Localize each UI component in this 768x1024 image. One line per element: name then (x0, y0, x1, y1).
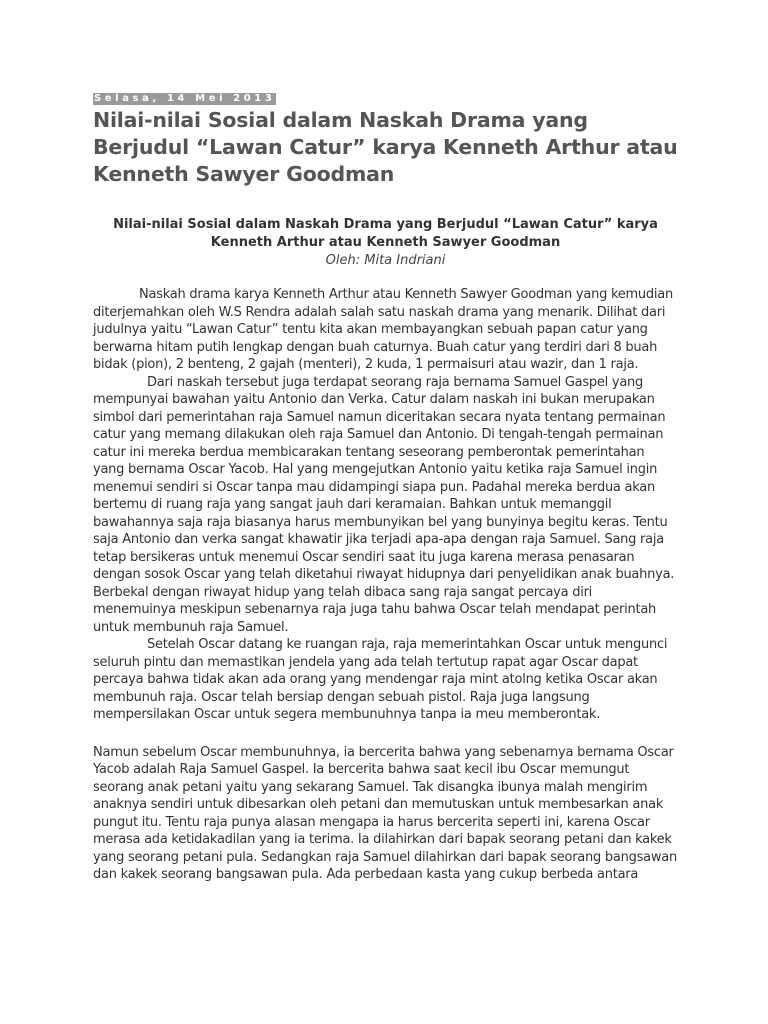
paragraph-gap (93, 724, 678, 744)
article-heading-line-2: Kenneth Arthur atau Kenneth Sawyer Goodman (210, 235, 561, 250)
article-body (93, 286, 678, 884)
paragraph-text: Namun sebelum Oscar membunuhnya, ia bercerita bahwa yang sebenarnya bernama Oscar Yacob adalah Raja Samuel Gaspel. Ia bercerita bahwa saat kecil ibu Oscar memungut seorang anak petani yaitu yang sekarang Samuel. Tak disangka ibunya malah mengirim anaknya sendiri untuk dibesarkan oleh petani dan memutuskan untuk membesarkan anak pungut itu. Tentu raja punya alasan mengapa ia harus bercerita seperti ini, karena Oscar merasa ada ketidakadilan yang ia terima. Ia dilahirkan dari bapak seorang petani dan kakek yang seorang petani pula. Sedangkan raja Samuel dilahirkan dari bapak seorang bangsawan dan kakek seorang bangsawan pula. Ada perbedaan kasta yang cukup berbeda antara (93, 744, 677, 882)
blog-post (93, 86, 678, 884)
paragraph (93, 374, 678, 637)
paragraph (93, 744, 678, 884)
paragraph-text: Dari naskah tersebut juga terdapat seorang raja bernama Samuel Gaspel yang mempunyai bawahan yaitu Antonio dan Verka. Catur dalam naskah ini bukan merupakan simbol dari pemerintahan raja Samuel namun diceritakan secara nyata tentang permainan catur yang memang dilakukan oleh raja Samuel dan Antonio. Di tengah-tengah permainan catur ini mereka berdua membicarakan tentang seseorang pemberontak pemerintahan yang bernama Oscar Yacob. Hal yang mengejutkan Antonio yaitu ketika raja Samuel ingin menemui sendiri si Oscar tanpa mau didampingi siapa pun. Padahal mereka berdua akan bertemu di ruang raja yang sangat jauh dari keramaian. Bahkan untuk memanggil bawahannya saja raja biasanya harus membunyikan bel yang bunyinya begitu keras. Tentu saja Antonio dan verka sangat khawatir jika terjadi apa-apa dengan raja Samuel. Sang raja tetap bersikeras untuk menemui Oscar sendiri saat itu juga karena merasa penasaran dengan sosok Oscar yang telah diketahui riwayat hidupnya dari penyelidikan anak buahnya. Berbekal dengan riwayat hidup yang telah dibaca sang raja sangat percaya diri menemuinya meskipun sebenarnya raja juga tahu bahwa Oscar telah mendapat perintah untuk membunuh raja Samuel. (93, 374, 675, 635)
post-date: Selasa, 14 Mei 2013 (94, 93, 276, 104)
paragraph (93, 286, 678, 374)
paragraph (93, 636, 678, 724)
post-title[interactable]: Nilai-nilai Sosial dalam Naskah Drama yang Berjudul “Lawan Catur” karya Kenneth Arthur atau Kenneth Sawyer Goodman (93, 108, 678, 186)
paragraph-text: Setelah Oscar datang ke ruangan raja, raja memerintahkan Oscar untuk mengunci seluruh pintu dan memastikan jendela yang ada telah tertutup rapat agar Oscar dapat percaya bahwa tidak akan ada orang yang mendengar raja mint atolng ketika Oscar akan membunuh raja. Oscar telah bersiap dengan sebuah pistol. Raja juga langsung mempersilakan Oscar untuk segera membunuhnya tanpa ia meu memberontak. (93, 637, 668, 722)
article-heading-line-1: Nilai-nilai Sosial dalam Naskah Drama yang Berjudul “Lawan Catur” karya (113, 217, 658, 232)
paragraph-text: Naskah drama karya Kenneth Arthur atau Kenneth Sawyer Goodman yang kemudian diterjemahkan oleh W.S Rendra adalah salah satu naskah drama yang menarik. Dilihat dari judulnya yaitu “Lawan Catur” tentu kita akan membayangkan sebuah papan catur yang berwarna hitam putih lengkap dengan buah caturnya. Buah catur yang terdiri dari 8 buah bidak (pion), 2 benteng, 2 gajah (menteri), 2 kuda, 1 permaisuri atau wazir, dan 1 raja. (93, 287, 673, 372)
article-author: Oleh: Mita Indriani (325, 253, 446, 268)
